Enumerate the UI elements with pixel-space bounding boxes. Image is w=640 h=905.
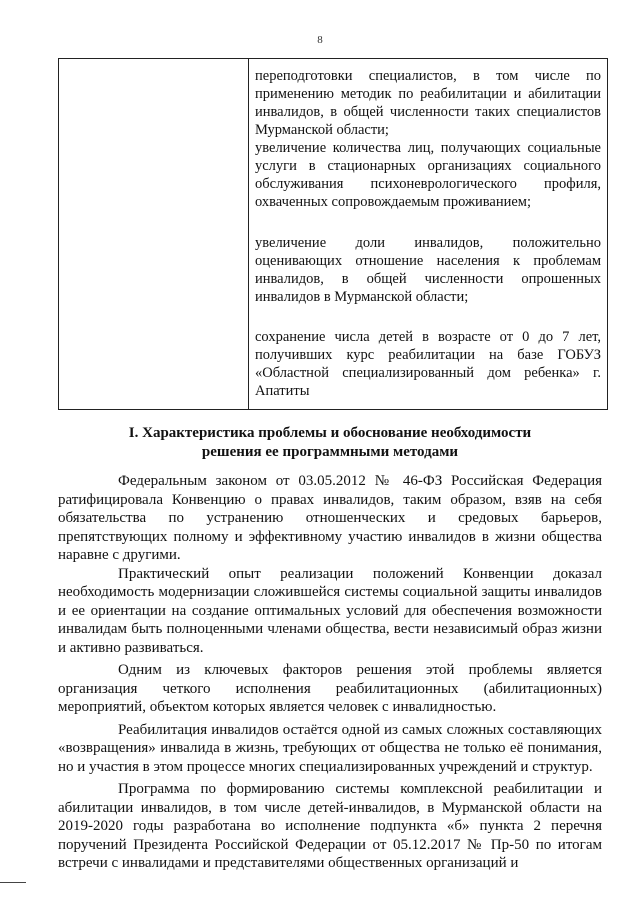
continuation-table: [58, 58, 608, 410]
indicator-item: сохранение числа детей в возрасте от 0 до 7 лет, получивших курс реабилитации на базе ГОБУЗ «Областной специализированный дом ребенка» г. Апатиты: [255, 329, 601, 399]
body-text: [58, 472, 602, 877]
section-heading-line-1: I. Характеристика проблемы и обоснование необходимости: [128, 425, 532, 441]
section-heading-line-2: решения ее программными методами: [201, 444, 459, 460]
indicator-item: переподготовки специалистов, в том числе по применению методик по реабилитации и абилитации инвалидов, в общей численности таких специалистов Мурманской области;: [255, 68, 601, 138]
paragraph: Одним из ключевых факторов решения этой проблемы является организация четкого исполнения реабилитационных (абилитационных) мероприятий, объектом которых является человек с инвалидностью.: [58, 662, 602, 715]
paragraph: Федеральным законом от 03.05.2012 № 46-ФЗ Российская Федерация ратифицировала Конвенцию о правах инвалидов, таким образом, взяв на себя обязательства по устранению отношенческих и средовых барьеров, препятствующих полному и эффективному участию инвалидов в жизни общества наравне с другими.: [58, 473, 602, 563]
table-indicators-cell: [255, 67, 601, 426]
page-number: 8: [317, 34, 323, 46]
section-heading: [60, 424, 600, 462]
paragraph: Реабилитация инвалидов остаётся одной из самых сложных составляющих «возвращения» инвалида в жизнь, требующих от общества не только её понимания, но и участия в этом процессе многих специализированных учреждений и структур.: [58, 721, 602, 775]
indicator-item: увеличение количества лиц, получающих социальные услуги в стационарных организациях социального обслуживания психоневрологического профиля, охваченных сопровождаемым проживанием;: [255, 140, 601, 210]
paragraph: Программа по формированию системы комплексной реабилитации и абилитации инвалидов, в том числе детей-инвалидов, в Мурманской области на 2019-2020 годы разработана во исполнение подпункта «б» пункта 2 перечня поручений Президента Российской Федерации от 05.12.2017 № Пр-50 по итогам встречи с инвалидами и представителями общественных организаций и: [58, 781, 602, 871]
table-column-divider: [248, 59, 249, 409]
footnote-rule: [0, 882, 26, 883]
paragraph: Практический опыт реализации положений Конвенции доказал необходимость модернизации сложившейся системы социальной защиты инвалидов и ее ориентации на создание оптимальных условий для обеспечения возможности инвалидам быть полноценными членами общества, вести независимый образ жизни и активно развиваться.: [58, 565, 602, 656]
indicator-item: увеличение доли инвалидов, положительно оценивающих отношение населения к проблемам инвалидов, в общей численности опрошенных инвалидов в Мурманской области;: [255, 235, 601, 305]
